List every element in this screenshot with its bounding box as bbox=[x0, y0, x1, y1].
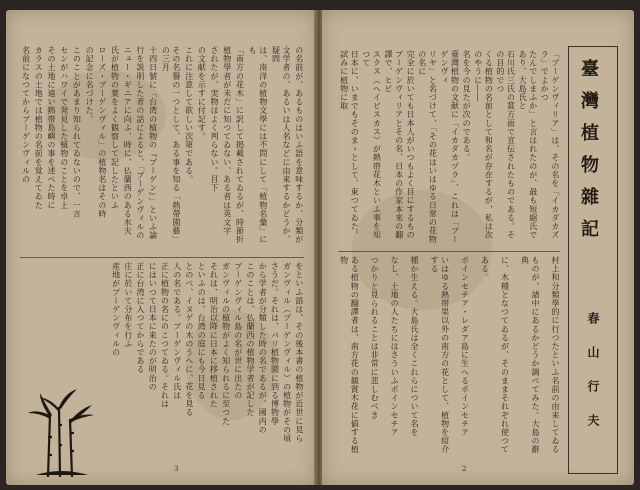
text-column: 産地がブーゲンヴィルの bbox=[111, 262, 121, 357]
text-column: 村上和分類學的に行つたといふ名前の由来してゐる bbox=[550, 256, 560, 454]
text-column: その土地に遠い熱帯島嶼の事を述べた時に bbox=[47, 46, 56, 210]
bamboo-illustration-icon bbox=[26, 385, 96, 480]
text-column: 名前になつてからブーゲンヴィルの bbox=[21, 46, 31, 184]
text-column: このことは、仏蘭西の植物学者が記した bbox=[246, 262, 255, 417]
text-column: 日本に、いまでもそのまゝとして、東つてゐた。試みに植物に取 bbox=[339, 50, 360, 240]
text-column: にはいつて日本に来たのが明治の bbox=[148, 262, 158, 391]
text-column: くる植物の名前として和名が存在するが、私は次のやうに―― bbox=[473, 50, 494, 240]
text-column: 「南方の花木」に訳して掲載されてゐるが、時節折 bbox=[235, 46, 245, 244]
text-column: 石川氏三氏の賞方面で宣伝されたものである。その目的でつ bbox=[495, 50, 516, 240]
right-page bbox=[322, 10, 634, 485]
text-column: このことがあまり知られてゐないので、一言 bbox=[72, 46, 82, 218]
text-column: 植物學者が未だに知つてゐない、ある者は英文字 bbox=[222, 46, 232, 236]
text-column: 名を今の見たが次のである。 bbox=[462, 50, 472, 162]
text-column: 行を説明した者の話によると、「ブーゲンヴィルの bbox=[135, 46, 145, 240]
text-column: センがハワイで発見した植物のことを卓上 bbox=[59, 46, 69, 210]
text-column: されたが、実物はよく判らない。目下 bbox=[210, 46, 220, 193]
left-lower-text bbox=[110, 262, 304, 460]
text-column: 臺灣植物の文献に「イカダカヅラ」、これは「ブーゲンヴィ bbox=[439, 50, 460, 244]
text-column: ある。 bbox=[480, 256, 490, 282]
text-column: なし、土地の人たちにはさういふポインセチア bbox=[390, 256, 400, 437]
title-box bbox=[568, 46, 618, 474]
text-column: その名譽の一つとして、ある事を知る「熱帶園藝」の三月 bbox=[161, 46, 181, 244]
text-column: これに注意して欲しい次第である。 bbox=[184, 46, 194, 184]
left-page-number: 3 bbox=[174, 465, 179, 473]
text-column: スクス（ヘイビスカス）が熱帯花木といふ事を知つて bbox=[361, 50, 382, 240]
text-column: 庄に於いて分布を行ふ bbox=[123, 262, 133, 348]
text-column: ブーゲンヴィリアとその名、日本の作家本来の翻譯で、ヒビ bbox=[383, 50, 404, 240]
text-column: カラスの土地では植物の名前を覚えてゐた bbox=[34, 46, 44, 210]
text-column: をといふ語は、その後本書の植物が近世に見ら bbox=[294, 262, 304, 443]
text-column: つかりと見られることは非常に悲しむべき bbox=[370, 256, 380, 420]
text-column: たんでしまふか」と言はれたのが、最も短縮氏であり、大島氏と bbox=[518, 50, 538, 240]
article-title: 臺灣植物雜記 bbox=[578, 59, 599, 251]
text-column: 文学者の、あるいは人名などに由来するかどうか、疑問 bbox=[271, 46, 292, 244]
text-column: は、南洋の植物文學には不問にして「植物名彙」にも bbox=[248, 46, 268, 244]
text-column: さうだ。それは、パリ植物園に到る博物學 bbox=[270, 262, 280, 426]
text-column: 完全に於いても日本人がいつもよく目にするもの bbox=[406, 50, 416, 240]
text-column: ある植物の翻譯者は、南方花の観賞木花に値する植物 bbox=[339, 256, 360, 454]
text-column: ポインセチア・レダア島に生へるポインセチア bbox=[460, 256, 470, 437]
text-column: それは、明治以降に日本に移植された bbox=[209, 262, 219, 409]
left-page bbox=[6, 10, 316, 485]
right-upper-text bbox=[338, 50, 560, 246]
text-column: といふのは、台湾の庭にも今日見る bbox=[197, 262, 207, 400]
text-column: 「ブーゲンヴィリア」は、その名を「イカダカズラ」でよかつ bbox=[540, 50, 560, 240]
right-page-number: 2 bbox=[462, 465, 467, 473]
text-column: ガンヴィルの植物がよく知られるに至つた bbox=[221, 262, 231, 426]
article-author: 春山行夫 bbox=[586, 312, 600, 448]
text-column: ガンヴィル（ブーゲンヴィル）の植物がその頃 bbox=[282, 262, 292, 443]
text-column: リヤ」と名づけて、「その花はいはゆる日常の花物の名に bbox=[417, 50, 438, 244]
left-upper-text bbox=[20, 46, 304, 252]
text-column: 正に台湾に入つてからである bbox=[136, 262, 146, 374]
text-column: 氏が植物の葉をよく観察して記したといふ bbox=[110, 46, 120, 210]
text-column: ブーゲンヴィル島の名が世に出たの bbox=[233, 262, 243, 400]
text-column: の名前が、あるものはいふ語を意味するか、分類が bbox=[294, 46, 304, 244]
book-spread bbox=[6, 10, 634, 485]
text-column: 十四日號に「台湾の植物の『ブーゲン』」といふ論 bbox=[148, 46, 158, 240]
text-column: に、木種となつてゐるが、そのままそれぞれ使つて bbox=[500, 256, 510, 454]
text-column: 人の名である。ブーゲンヴィル氏は bbox=[172, 262, 182, 400]
right-lower-text bbox=[338, 256, 560, 462]
text-column: ものが、諸中にあるかどうか調べてみた。大島の辭典 bbox=[520, 256, 540, 454]
text-column: 正に植物の名にのこつてゐる。それは bbox=[160, 262, 170, 409]
text-column: の文献を示すに付記す。 bbox=[197, 46, 207, 141]
text-column: から学者が分類した時の名であるが、國内の bbox=[258, 262, 268, 434]
text-column: 種か生える。大島氏は全くこれらについて名を bbox=[410, 256, 420, 437]
text-column: の記念に名づけた。 bbox=[85, 46, 95, 124]
text-column: ニュー・ギニアに向ふ、時に、仏蘭西のある水夫 bbox=[123, 46, 133, 236]
text-column: いはゆる熱帯果以外の南方の花として、植物を紹介する bbox=[430, 256, 450, 454]
text-column: ローズ・ブーゲンヴィル」の植物名はその時 bbox=[97, 46, 107, 218]
text-column: とのべ、イヌゲの木のうへに、花を見る bbox=[184, 262, 194, 417]
